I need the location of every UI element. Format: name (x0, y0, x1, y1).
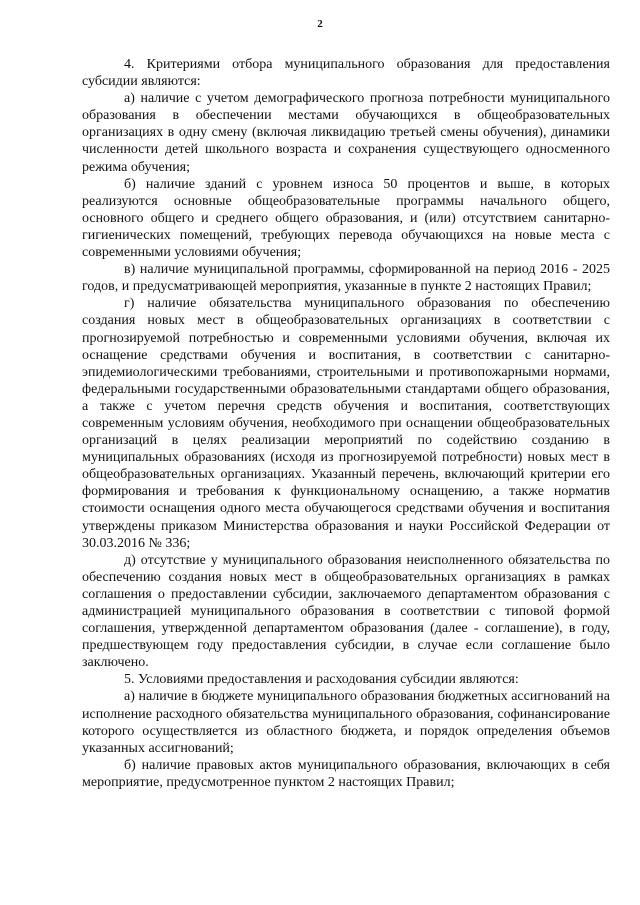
paragraph-4g: г) наличие обязательства муниципального образования по обеспечению создания новых мест в общеобразовательных организациях в соответствии с прогнозируемой потребностью и современными условиями обучения, включая их оснащение средствами обучения и воспитания, в соответствии с санитарно-эпидемиологическими требованиями, строительными и противопожарными нормами, федеральными государственными образовательными стандартами общего образования, а также с учетом перечня средств обучения и воспитания, соответствующих современным условиям обучения, необходимого при оснащении общеобразовательных организаций в целях реализации мероприятий по содействию созданию в муниципальных образованиях (исходя из прогнозируемой потребности) новых мест в общеобразовательных организациях. Указанный перечень, включающий критерии его формирования и требования к функциональному оснащению, а также норматив стоимости оснащения одного места обучающегося средствами обучения и воспитания утверждены приказом Министерства образования и науки Российской Федерации от 30.03.2016 № 336; (82, 296, 610, 551)
document-body (82, 56, 610, 791)
paragraph-4d: д) отсутствие у муниципального образования неисполненного обязательства по обеспечению создания новых мест в общеобразовательных организациях в рамках соглашения о предоставлении субсидии, заключаемого департаментом образования с администрацией муниципального образования в соответствии с типовой формой соглашения, утвержденной департаментом образования (далее - соглашение), в году, предшествующем году предоставления субсидии, в случае если соглашение было заключено. (82, 552, 610, 671)
paragraph-4-intro: 4. Критериями отбора муниципального образования для предоставления субсидии являются: (82, 57, 610, 90)
page-number: 2 (317, 18, 323, 30)
paragraph-4a: а) наличие с учетом демографического прогноза потребности муниципального образования в обеспечении местами обучающихся в общеобразовательных организациях в одну смену (включая ликвидацию третьей смены обучения), динамики численности детей школьного возраста и сохранения существующего односменного режима обучения; (82, 91, 610, 175)
paragraph-5b: б) наличие правовых актов муниципального образования, включающих в себя мероприятие, предусмотренное пунктом 2 настоящих Правил; (82, 757, 610, 790)
paragraph-5a: а) наличие в бюджете муниципального образования бюджетных ассигнований на исполнение расходного обязательства муниципального образования, софинансирование которого осуществляется из областного бюджета, и порядок определения объемов указанных ассигнований; (82, 689, 610, 756)
paragraph-5-intro: 5. Условиями предоставления и расходования субсидии являются: (124, 672, 519, 688)
paragraph-4b: б) наличие зданий с уровнем износа 50 процентов и выше, в которых реализуются основные общеобразовательные программы начального общего, основного общего и среднего общего образования, и (или) отсутствием санитарно-гигиенических помещений, требующих перевода обучающихся на новые места с современными условиями обучения; (82, 176, 610, 261)
paragraph-4v: в) наличие муниципальной программы, сформированной на период 2016 - 2025 годов, и предусматривающей мероприятия, указанные в пункте 2 настоящих Правил; (82, 262, 610, 295)
